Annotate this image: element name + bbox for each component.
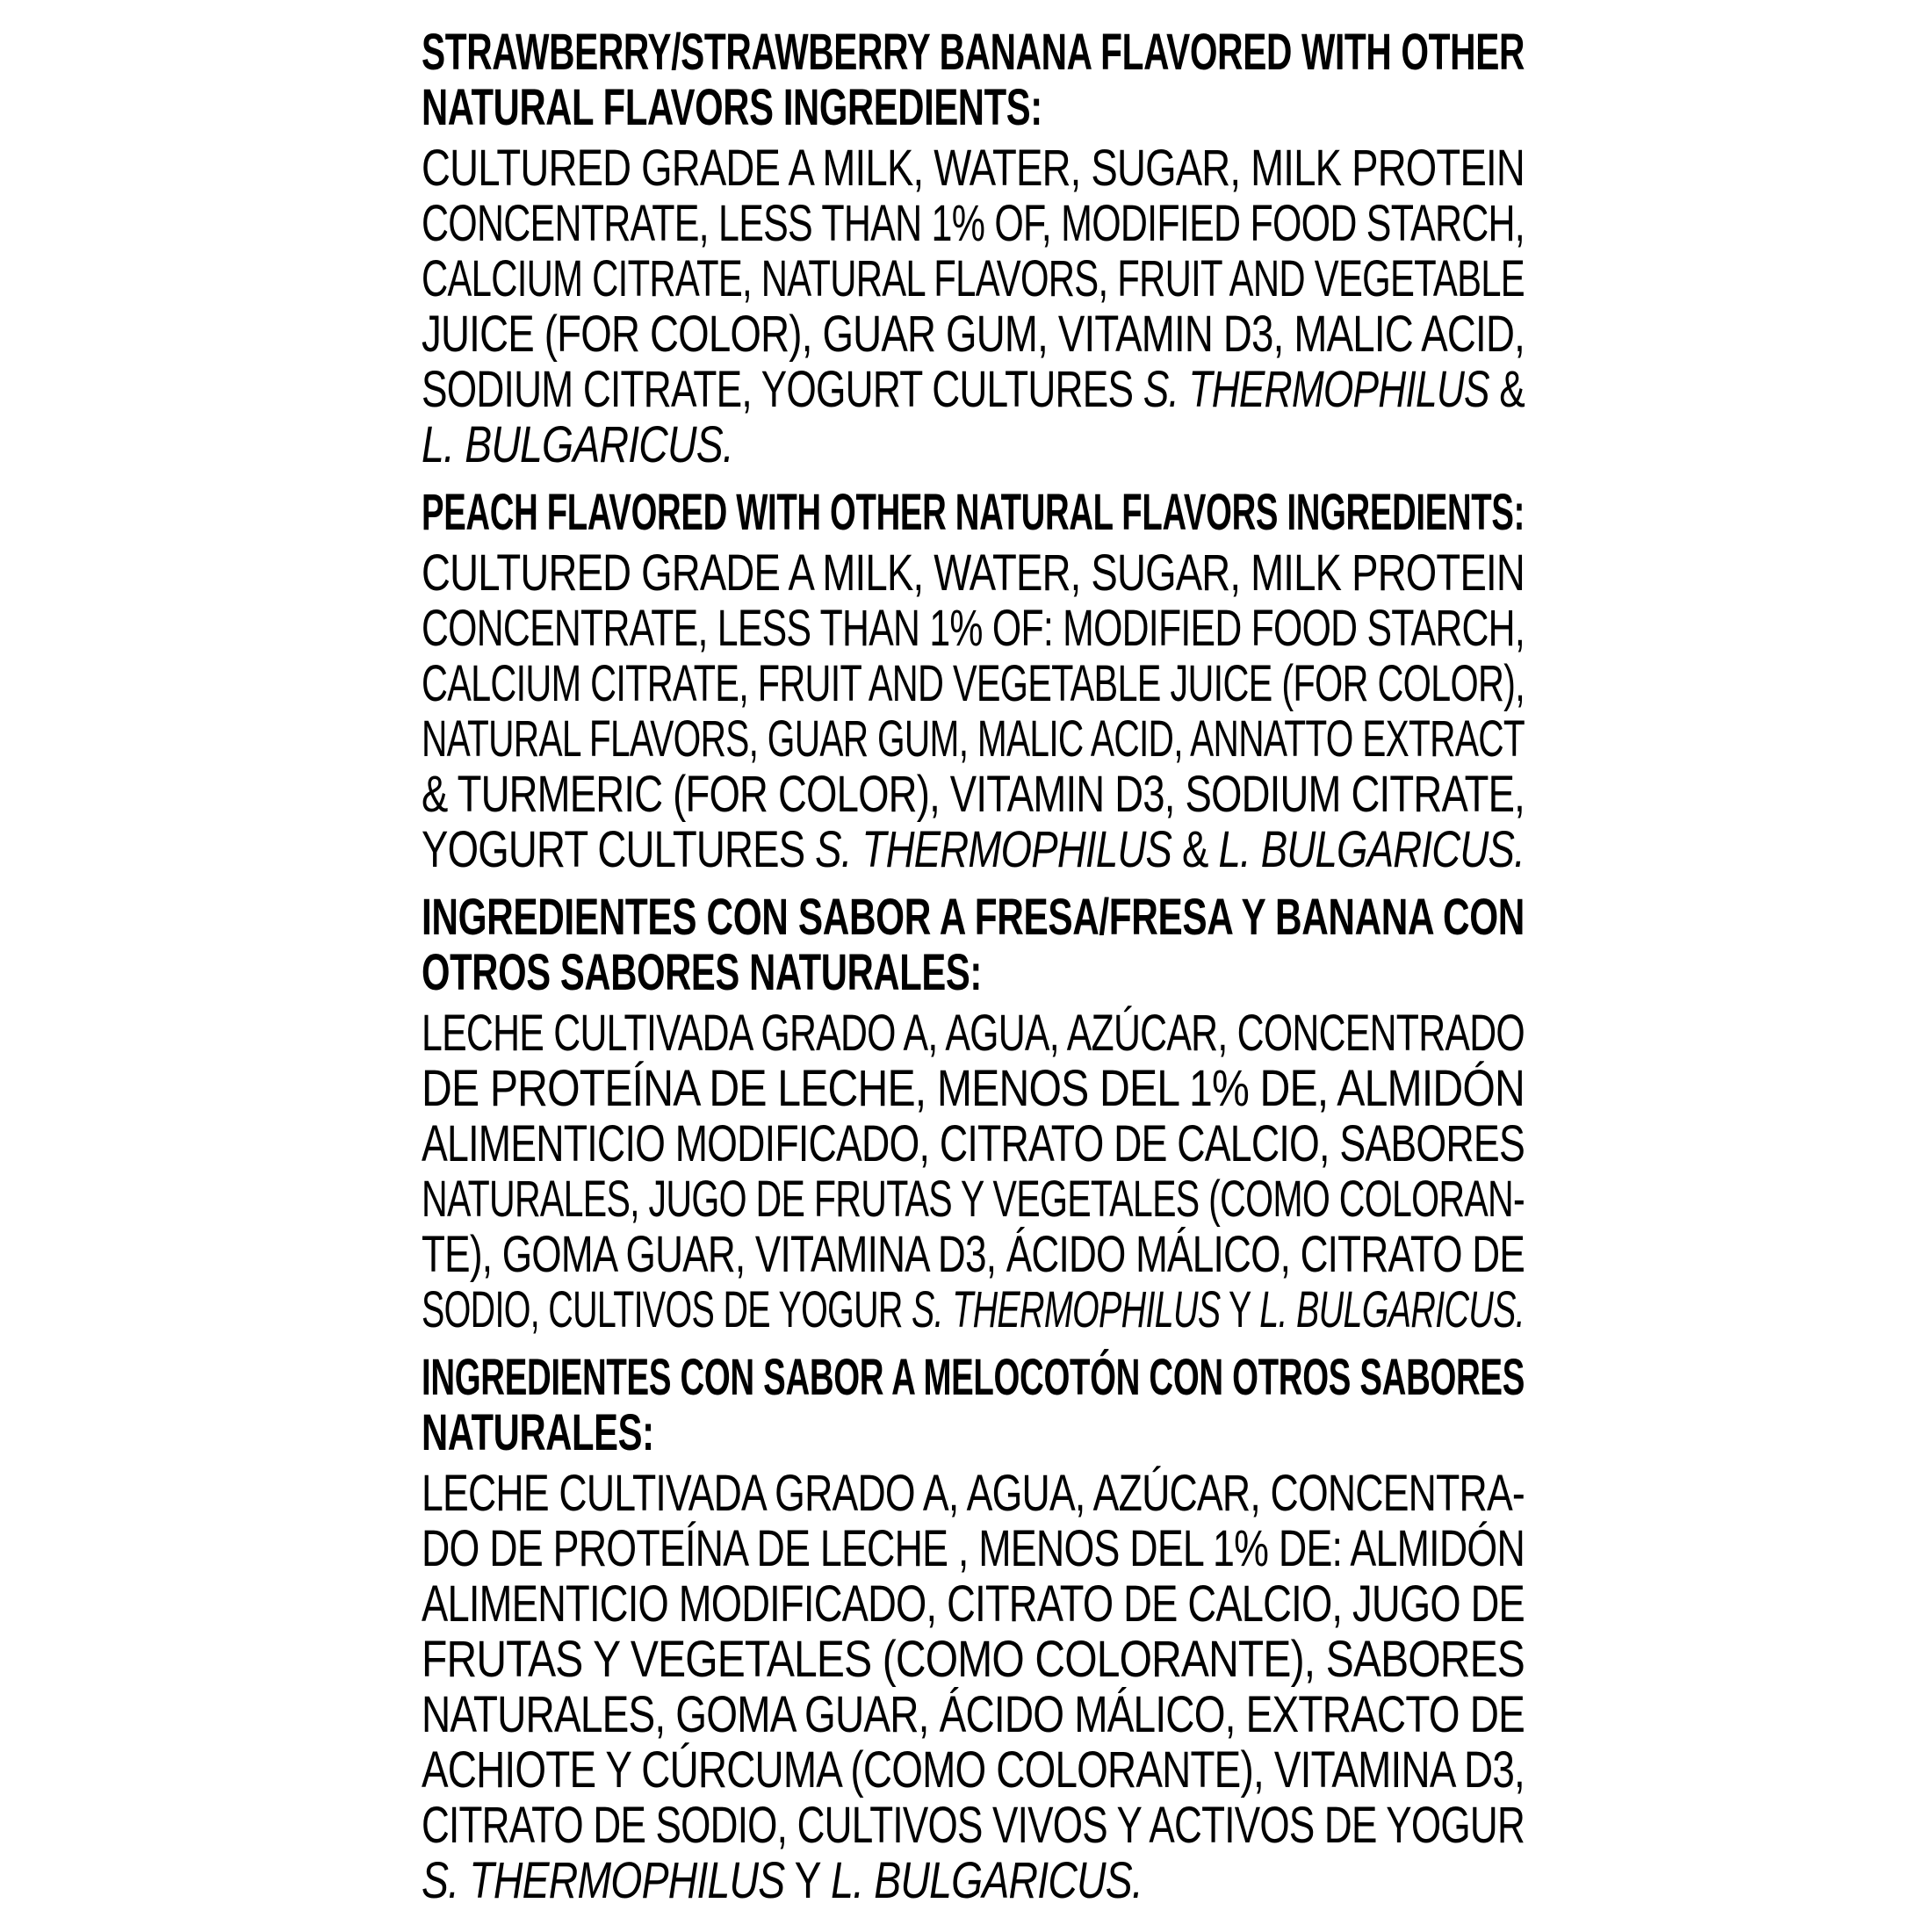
ingredient-text: NATURAL FLAVORS, GUAR GUM, MALIC ACID, ANNATTO EXTRACT: [422, 710, 1525, 768]
section-2-ingredient-line-text: [422, 767, 1525, 822]
ingredient-text: STRAWBERRY/STRAWBERRY BANANA FLAVORED WITH OTHER: [422, 24, 1525, 81]
ingredients-label: [422, 25, 1525, 1921]
section-3-ingredient-line-text: [422, 1006, 1525, 1061]
ingredient-text: CALCIUM CITRATE, NATURAL FLAVORS, FRUIT AND VEGETABLE: [422, 250, 1525, 307]
ingredient-text: CULTURED GRADE A MILK, WATER, SUGAR, MILK PROTEIN: [422, 140, 1525, 197]
section-1-ingredient-line-5: [422, 362, 1525, 417]
section-4-ingredient-line-4: [422, 1632, 1525, 1687]
section-4-ingredient-line-text: [422, 1466, 1525, 1521]
section-4-ingredient-line-7: [422, 1798, 1525, 1853]
section-1-ingredient-line-1: [422, 141, 1525, 196]
section-4-ingredient-line-5: [422, 1687, 1525, 1742]
section-2-heading-line-1: [422, 485, 1525, 540]
section-4-ingredient-line-text: [422, 1576, 1525, 1632]
ingredient-text: JUICE (FOR COLOR), GUAR GUM, VITAMIN D3, MALIC ACID,: [422, 306, 1525, 363]
section-2-ingredient-line-1: [422, 545, 1525, 601]
ingredient-text: OTROS SABORES NATURALES:: [422, 944, 982, 1001]
section-2-ingredient-line-5: [422, 767, 1525, 822]
section-3-ingredient-line-3: [422, 1116, 1525, 1171]
section-1-ingredient-line-6: [422, 417, 1525, 472]
section-3-ingredient-line-4: [422, 1171, 1525, 1227]
ingredient-section-melocoton-spanish: [422, 1350, 1525, 1908]
ingredient-text: INGREDIENTES CON SABOR A FRESA/FRESA Y BANANA CON: [422, 889, 1525, 946]
section-1-ingredient-line-text: [422, 141, 1525, 196]
section-4-heading-line-2: [422, 1405, 1525, 1460]
ingredient-text: DE PROTEÍNA DE LECHE, MENOS DEL 1% DE, ALMIDÓN: [422, 1060, 1525, 1117]
section-2-ingredient-line-text: [422, 545, 1525, 601]
ingredient-text: SODIUM CITRATE, YOGURT CULTURES: [422, 361, 1143, 418]
culture-name-italic: S. THERMOPHILUS: [1143, 361, 1489, 418]
section-3-heading-line-text: [422, 890, 1525, 945]
section-3-ingredient-line-2: [422, 1061, 1525, 1116]
ingredient-text: FRUTAS Y VEGETALES (COMO COLORANTE), SABORES: [422, 1631, 1525, 1688]
section-2-ingredient-line-text: [422, 601, 1525, 656]
section-4-ingredient-line-text: [422, 1632, 1525, 1687]
section-4-heading-line-text: [422, 1405, 654, 1460]
ingredient-section-fresa-fresa-banana-spanish: [422, 890, 1525, 1337]
ingredient-text: SODIO, CULTIVOS DE YOGUR: [422, 1281, 912, 1338]
ingredient-text: DO DE PROTEÍNA DE LECHE , MENOS DEL 1% DE: ALMIDÓN: [422, 1520, 1525, 1577]
section-2-heading-line-text: [422, 485, 1525, 540]
ingredient-text: & TURMERIC (FOR COLOR), VITAMIN D3, SODIUM CITRATE,: [422, 766, 1525, 823]
culture-name-italic: S. THERMOPHILUS: [912, 1281, 1221, 1338]
section-3-ingredient-line-5: [422, 1227, 1525, 1282]
section-4-ingredient-line-text: [422, 1853, 1143, 1908]
ingredient-text: INGREDIENTES CON SABOR A MELOCOTÓN CON OTROS SABORES: [422, 1349, 1525, 1406]
section-3-ingredient-line-6: [422, 1282, 1525, 1337]
ingredient-section-strawberry-strawberry-banana-english: [422, 25, 1525, 472]
ingredient-text: LECHE CULTIVADA GRADO A, AGUA, AZÚCAR, CONCENTRADO: [422, 1005, 1525, 1062]
culture-name-italic: L. BULGARICUS.: [1218, 821, 1525, 878]
culture-name-italic: S. THERMOPHILUS: [815, 821, 1172, 878]
section-3-ingredient-line-text: [422, 1227, 1525, 1282]
section-4-ingredient-line-6: [422, 1742, 1525, 1798]
section-1-heading-line-text: [422, 25, 1525, 80]
ingredient-text: ALIMENTICIO MODIFICADO, CITRATO DE CALCIO, SABORES: [422, 1115, 1525, 1172]
section-2-ingredient-line-text: [422, 656, 1525, 711]
section-2-ingredient-line-text: [422, 711, 1525, 767]
section-1-ingredient-line-text: [422, 362, 1525, 417]
ingredient-text: CONCENTRATE, LESS THAN 1% OF: MODIFIED FOOD STARCH,: [422, 600, 1525, 657]
ingredient-text: CULTURED GRADE A MILK, WATER, SUGAR, MILK PROTEIN: [422, 544, 1525, 602]
section-1-heading-line-text: [422, 80, 1042, 135]
section-3-ingredient-line-text: [422, 1116, 1525, 1171]
ingredient-text: PEACH FLAVORED WITH OTHER NATURAL FLAVORS INGREDIENTS:: [422, 484, 1525, 541]
section-4-heading-line-1: [422, 1350, 1525, 1405]
ingredient-text: NATURALES, GOMA GUAR, ÁCIDO MÁLICO, EXTRACTO DE: [422, 1686, 1525, 1743]
section-3-ingredient-line-1: [422, 1006, 1525, 1061]
section-2-ingredient-line-4: [422, 711, 1525, 767]
section-4-ingredient-line-text: [422, 1798, 1525, 1853]
section-4-ingredient-line-text: [422, 1521, 1525, 1576]
section-1-ingredient-line-4: [422, 306, 1525, 362]
ingredient-text: ALIMENTICIO MODIFICADO, CITRATO DE CALCIO, JUGO DE: [422, 1575, 1525, 1633]
section-1-ingredient-line-2: [422, 196, 1525, 251]
culture-name-italic: L. BULGARICUS.: [831, 1852, 1143, 1909]
section-2-ingredient-line-6: [422, 822, 1525, 877]
section-2-ingredient-line-2: [422, 601, 1525, 656]
section-1-heading-line-1: [422, 25, 1525, 80]
section-1-ingredient-line-3: [422, 251, 1525, 306]
section-2-ingredient-line-text: [422, 822, 1525, 877]
section-3-heading-line-text: [422, 945, 982, 1000]
section-3-heading-line-2: [422, 945, 1525, 1000]
ingredient-text: LECHE CULTIVADA GRADO A, AGUA, AZÚCAR, CONCENTRA-: [422, 1465, 1525, 1522]
section-4-ingredient-line-8: [422, 1853, 1525, 1908]
section-1-ingredient-line-text: [422, 251, 1525, 306]
section-1-ingredient-line-text: [422, 417, 733, 472]
section-3-ingredient-line-text: [422, 1171, 1525, 1227]
section-4-ingredient-line-1: [422, 1466, 1525, 1521]
ingredient-text: TE), GOMA GUAR, VITAMINA D3, ÁCIDO MÁLICO, CITRATO DE: [422, 1226, 1525, 1283]
ingredient-text: NATURALES, JUGO DE FRUTAS Y VEGETALES (COMO COLORAN-: [422, 1171, 1525, 1228]
section-3-ingredient-line-text: [422, 1282, 1525, 1337]
ingredient-text: Y: [784, 1852, 832, 1909]
ingredient-text: CALCIUM CITRATE, FRUIT AND VEGETABLE JUICE (FOR COLOR),: [422, 655, 1525, 712]
ingredient-text: NATURALES:: [422, 1404, 654, 1461]
ingredient-text: YOGURT CULTURES: [422, 821, 816, 878]
ingredient-text: ACHIOTE Y CÚRCUMA (COMO COLORANTE), VITAMINA D3,: [422, 1741, 1525, 1799]
ingredient-section-peach-english: [422, 485, 1525, 877]
section-3-heading-line-1: [422, 890, 1525, 945]
culture-name-italic: L. BULGARICUS.: [1259, 1281, 1525, 1338]
section-1-ingredient-line-text: [422, 196, 1525, 251]
section-3-ingredient-line-text: [422, 1061, 1525, 1116]
section-4-ingredient-line-2: [422, 1521, 1525, 1576]
section-1-ingredient-line-text: [422, 306, 1525, 362]
ingredient-text: Y: [1220, 1281, 1260, 1338]
section-4-ingredient-line-text: [422, 1742, 1525, 1798]
section-4-ingredient-line-text: [422, 1687, 1525, 1742]
section-4-ingredient-line-3: [422, 1576, 1525, 1632]
section-4-heading-line-text: [422, 1350, 1525, 1405]
ingredient-text: NATURAL FLAVORS INGREDIENTS:: [422, 79, 1042, 136]
culture-name-italic: S. THERMOPHILUS: [422, 1852, 785, 1909]
section-2-ingredient-line-3: [422, 656, 1525, 711]
ingredient-text: &: [1171, 821, 1219, 878]
ingredient-text: CONCENTRATE, LESS THAN 1% OF, MODIFIED FOOD STARCH,: [422, 195, 1525, 252]
culture-name-italic: L. BULGARICUS.: [422, 416, 733, 473]
ingredient-text: CITRATO DE SODIO, CULTIVOS VIVOS Y ACTIVOS DE YOGUR: [422, 1797, 1525, 1854]
section-1-heading-line-2: [422, 80, 1525, 135]
ingredient-text: &: [1489, 361, 1525, 418]
